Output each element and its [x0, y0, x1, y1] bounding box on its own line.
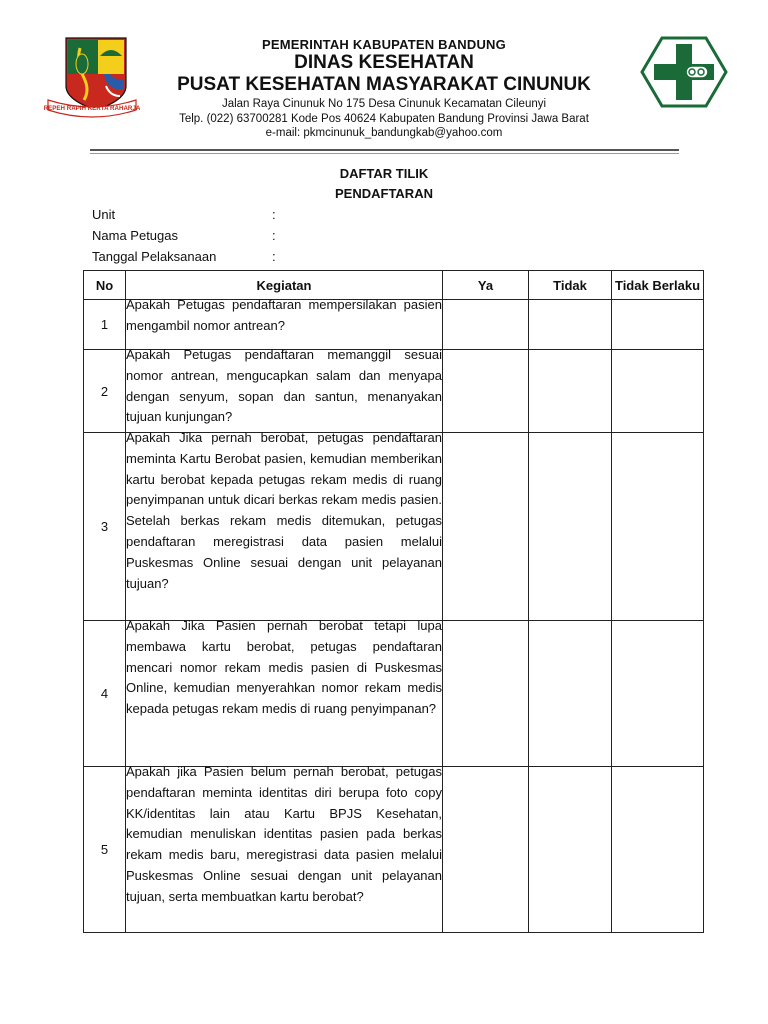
check-cell-tidak[interactable]	[529, 621, 612, 767]
table-row	[84, 621, 704, 767]
document-title: DAFTAR TILIK	[339, 166, 429, 181]
header-kegiatan: Kegiatan	[126, 271, 443, 300]
row-number: 5	[84, 767, 126, 933]
document-subtitle: PENDAFTARAN	[335, 186, 433, 201]
letterhead	[150, 37, 618, 141]
check-cell-tidak-berlaku[interactable]	[612, 433, 704, 621]
field-separator-unit: :	[272, 207, 276, 222]
phone-line: Telp. (022) 63700281 Kode Pos 40624 Kabupaten Bandung Provinsi Jawa Barat	[179, 112, 589, 125]
header-no: No	[84, 271, 126, 300]
institution-name: PUSAT KESEHATAN MASYARAKAT CINUNUK	[177, 74, 591, 95]
table-row	[84, 767, 704, 933]
checklist-table	[83, 270, 704, 933]
email-line: e-mail: pkmcinunuk_bandungkab@yahoo.com	[265, 127, 503, 139]
address-line: Jalan Raya Cinunuk No 175 Desa Cinunuk Kecamatan Cileunyi	[221, 98, 547, 110]
check-cell-ya[interactable]	[443, 767, 529, 933]
check-cell-ya[interactable]	[443, 300, 529, 350]
check-cell-tidak-berlaku[interactable]	[612, 300, 704, 350]
row-number: 1	[84, 300, 126, 350]
field-separator-nama-petugas: :	[272, 228, 276, 243]
letterhead-divider	[90, 149, 679, 151]
letterhead-divider-thin	[90, 153, 679, 154]
check-cell-ya[interactable]	[443, 621, 529, 767]
bandung-regency-emblem-icon	[44, 34, 140, 118]
row-kegiatan: Apakah jika Pasien belum pernah berobat, petugas pendaftaran meminta identitas diri berupa foto copy KK/identitas lain atau Kartu BPJS Kesehatan, kemudian menuliskan identitas pasien pada berkas rekam medis baru, meregistrasi data pasien melalui Puskesmas Online sesuai dengan unit pelayanan tujuan, serta membuatkan kartu berobat?	[126, 764, 442, 904]
field-label-tanggal-pelaksanaan: Tanggal Pelaksanaan	[92, 249, 217, 264]
check-cell-tidak[interactable]	[529, 767, 612, 933]
row-kegiatan: Apakah Jika Pasien pernah berobat tetapi lupa membawa kartu berobat, petugas pendaftaran mencari nomor rekam medis pasien di Puskesmas Online, kemudian menyerahkan nomor rekam medis kepada petugas rekam medis di ruang penyimpanan?	[126, 618, 442, 717]
check-cell-tidak-berlaku[interactable]	[612, 767, 704, 933]
header-tidak: Tidak	[529, 271, 612, 300]
header-ya: Ya	[443, 271, 529, 300]
check-cell-tidak[interactable]	[529, 350, 612, 433]
department-name: DINAS KESEHATAN	[294, 52, 474, 73]
table-row	[84, 300, 704, 350]
check-cell-tidak-berlaku[interactable]	[612, 621, 704, 767]
header-tidak-berlaku: Tidak Berlaku	[612, 271, 704, 300]
row-number: 4	[84, 621, 126, 767]
check-cell-ya[interactable]	[443, 350, 529, 433]
puskesmas-cross-emblem-icon	[640, 36, 728, 108]
check-cell-ya[interactable]	[443, 433, 529, 621]
field-label-unit: Unit	[92, 207, 116, 222]
row-kegiatan: Apakah Petugas pendaftaran memanggil sesuai nomor antrean, mengucapkan salam dan menyapa dengan senyum, sopan dan santun, menanyakan tujuan kunjungan?	[126, 347, 442, 425]
row-number: 2	[84, 350, 126, 433]
row-kegiatan: Apakah Petugas pendaftaran mempersilakan pasien mengambil nomor antrean?	[126, 297, 442, 333]
check-cell-tidak[interactable]	[529, 433, 612, 621]
government-name: PEMERINTAH KABUPATEN BANDUNG	[262, 37, 506, 52]
check-cell-tidak[interactable]	[529, 300, 612, 350]
row-number: 3	[84, 433, 126, 621]
table-row	[84, 350, 704, 433]
emblem-motto: REPEH RAPIH KERTA RAHARJA	[44, 105, 140, 112]
row-kegiatan: Apakah Jika pernah berobat, petugas pendaftaran meminta Kartu Berobat pasien, kemudian memberikan kartu berobat kepada petugas rekam medis di ruang penyimpanan untuk dicari berkas rekam medis pasien. Setelah berkas rekam medis ditemukan, petugas pendaftaran meregistrasi data pasien melalui Puskesmas Online sesuai dengan unit pelayanan tujuan?	[126, 430, 442, 591]
table-row	[84, 433, 704, 621]
field-separator-tanggal-pelaksanaan: :	[272, 249, 276, 264]
check-cell-tidak-berlaku[interactable]	[612, 350, 704, 433]
field-label-nama-petugas: Nama Petugas	[92, 228, 178, 243]
